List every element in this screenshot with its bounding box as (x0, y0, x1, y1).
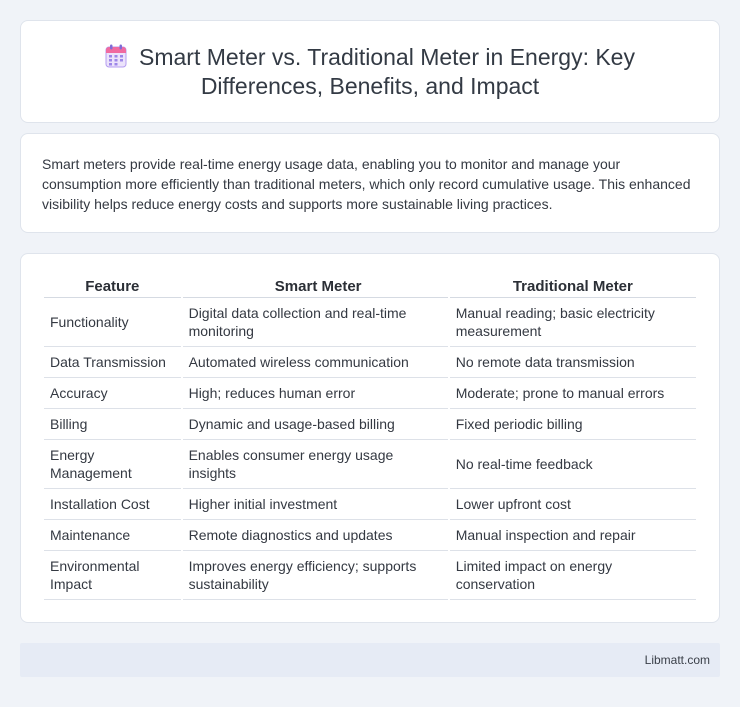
traditional-meter-cell: Limited impact on energy conservation (450, 551, 696, 600)
footer-site-link[interactable]: Libmatt.com (644, 653, 710, 667)
traditional-meter-cell: Manual inspection and repair (450, 520, 696, 551)
feature-cell: Environmental Impact (44, 551, 181, 600)
smart-meter-cell: Automated wireless communication (183, 347, 448, 378)
feature-cell: Maintenance (44, 520, 181, 551)
page-title-wrap (21, 43, 719, 101)
comparison-table (42, 276, 698, 600)
table-row (44, 520, 696, 551)
comparison-card (20, 253, 720, 623)
feature-cell: Accuracy (44, 378, 181, 409)
smart-meter-cell: High; reduces human error (183, 378, 448, 409)
table-row (44, 551, 696, 600)
page-title: Smart Meter vs. Traditional Meter in Energy: Key Differences, Benefits, and Impact (139, 44, 635, 99)
intro-paragraph: Smart meters provide real-time energy usage data, enabling you to monitor and manage your consumption more efficiently than traditional meters, which only record cumulative usage. This enhanced visibility helps reduce energy costs and supports more sustainable living practices. (42, 156, 691, 212)
traditional-meter-cell: Manual reading; basic electricity measurement (450, 298, 696, 347)
feature-cell: Functionality (44, 298, 181, 347)
feature-cell: Energy Management (44, 440, 181, 489)
feature-cell: Installation Cost (44, 489, 181, 520)
smart-meter-cell: Remote diagnostics and updates (183, 520, 448, 551)
header-traditional-meter: Traditional Meter (450, 276, 696, 298)
smart-meter-cell: Digital data collection and real-time monitoring (183, 298, 448, 347)
table-row (44, 409, 696, 440)
table-row (44, 440, 696, 489)
header-feature: Feature (44, 276, 181, 298)
intro-card (20, 133, 720, 233)
table-row (44, 347, 696, 378)
table-header-row (44, 276, 696, 298)
feature-cell: Billing (44, 409, 181, 440)
table-row (44, 489, 696, 520)
calendar-icon (105, 44, 127, 68)
table-row (44, 298, 696, 347)
traditional-meter-cell: No real-time feedback (450, 440, 696, 489)
footer (20, 643, 720, 677)
traditional-meter-cell: No remote data transmission (450, 347, 696, 378)
smart-meter-cell: Improves energy efficiency; supports sustainability (183, 551, 448, 600)
traditional-meter-cell: Moderate; prone to manual errors (450, 378, 696, 409)
traditional-meter-cell: Lower upfront cost (450, 489, 696, 520)
smart-meter-cell: Enables consumer energy usage insights (183, 440, 448, 489)
title-card (20, 20, 720, 123)
feature-cell: Data Transmission (44, 347, 181, 378)
smart-meter-cell: Dynamic and usage-based billing (183, 409, 448, 440)
header-smart-meter: Smart Meter (183, 276, 448, 298)
traditional-meter-cell: Fixed periodic billing (450, 409, 696, 440)
table-row (44, 378, 696, 409)
smart-meter-cell: Higher initial investment (183, 489, 448, 520)
